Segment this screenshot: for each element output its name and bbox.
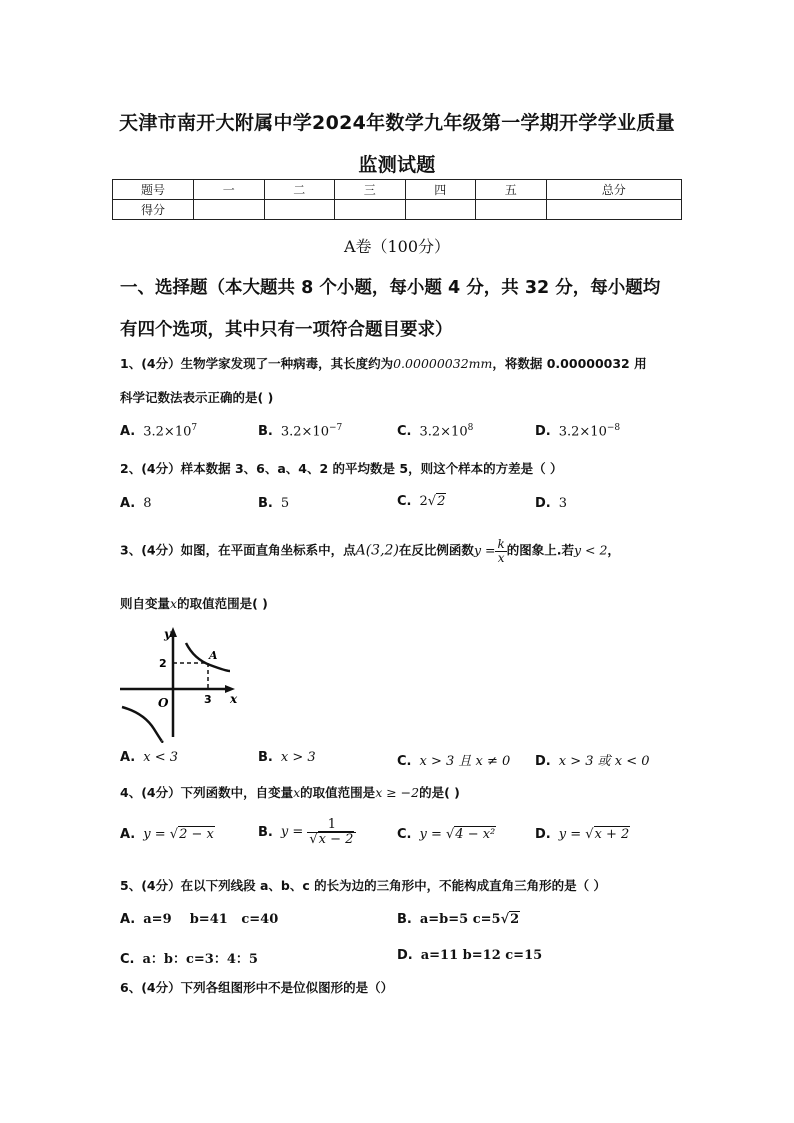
option-value: a=b=5 c=5: [419, 912, 501, 927]
score-cell-blank[interactable]: [264, 200, 335, 220]
label-a: A: [209, 649, 218, 662]
option-exponent: −7: [328, 423, 343, 433]
question-5: 5、(4分）在以下列线段 a、b、c 的长为边的三角形中，不能构成直角三角形的是（ ）: [120, 878, 606, 893]
q4-text-b: 的取值范围是: [300, 785, 376, 800]
document-title-line2: 监测试题: [358, 154, 436, 176]
score-cell-blank[interactable]: [546, 200, 682, 220]
q5-option-d[interactable]: [397, 948, 542, 963]
option-label: A.: [120, 496, 136, 511]
option-label: A.: [120, 750, 136, 765]
q3-point: A(3,2): [355, 542, 399, 559]
option-label: B.: [258, 496, 273, 511]
q3-text-d: ，: [607, 542, 620, 558]
option-radicand: x − 2: [318, 831, 354, 847]
q4-variable: x: [293, 785, 301, 800]
score-table-header-row: [113, 180, 682, 200]
score-cell-header: 四: [405, 180, 476, 200]
option-radicand: 2: [437, 494, 446, 509]
option-exponent: 7: [191, 423, 198, 433]
q5-option-b[interactable]: [397, 912, 520, 927]
option-label: C.: [397, 827, 412, 842]
option-value: a：b：c=3：4：5: [142, 952, 258, 967]
q3-text-b: 在反比例函数: [398, 542, 474, 558]
part1-heading-line2: 有四个选项，其中只有一项符合题目要求）: [120, 320, 453, 340]
option-value: 3.2×10: [280, 424, 329, 440]
option-lhs: y =: [143, 827, 166, 842]
q2-option-a[interactable]: [120, 496, 152, 511]
option-label: C.: [397, 754, 412, 769]
sqrt-symbol: √x − 2: [309, 831, 354, 847]
score-cell-header: 总分: [546, 180, 682, 200]
question-6: 6、(4分）下列各组图形中不是位似图形的是（）: [120, 980, 394, 995]
question-1-line1: [120, 354, 647, 372]
q1-option-b[interactable]: [258, 423, 342, 439]
option-exponent: 8: [467, 423, 474, 433]
option-radicand: 2 − x: [179, 827, 214, 842]
option-value: x > 3 或 x < 0: [558, 754, 650, 769]
option-value: x > 3 且 x ≠ 0: [419, 754, 511, 769]
q2-option-c[interactable]: [397, 494, 446, 509]
q3-text-a: 3、(4分）如图，在平面直角坐标系中，点: [120, 542, 356, 558]
score-table-score-row: [113, 200, 682, 220]
q4-option-d[interactable]: [535, 827, 630, 842]
label-x: x: [230, 692, 238, 706]
score-cell-header: 五: [476, 180, 547, 200]
score-cell-header: 题号: [113, 180, 194, 200]
fraction-denominator: x: [497, 550, 505, 565]
option-label: B.: [258, 424, 273, 440]
fraction-denominator: [307, 833, 356, 847]
option-label: D.: [535, 754, 551, 769]
option-label: A.: [120, 424, 136, 440]
sqrt-symbol: √2 − x: [169, 827, 214, 842]
q3-graph: [118, 625, 240, 743]
option-value: x < 3: [143, 750, 179, 765]
option-lhs: y =: [558, 827, 582, 842]
fraction-numerator: 1: [307, 818, 356, 833]
option-label: B.: [258, 750, 273, 765]
score-cell-header: 三: [335, 180, 406, 200]
q1-text-a: 1、(4分）生物学家发现了一种病毒，其长度约为: [120, 356, 394, 371]
option-radicand: 2: [510, 912, 520, 927]
option-value: 3: [558, 496, 568, 511]
score-cell-blank[interactable]: [476, 200, 547, 220]
q2-option-b[interactable]: [258, 496, 289, 511]
q3-option-c[interactable]: [397, 750, 510, 769]
q1-option-a[interactable]: [120, 423, 197, 439]
option-label: C.: [397, 424, 412, 440]
question-2: 2、(4分）样本数据 3、6、a、4、2 的平均数是 5，则这个样本的方差是（ ）: [120, 461, 563, 476]
label-origin: O: [158, 696, 169, 710]
sqrt-symbol: √4 − x²: [446, 827, 496, 842]
option-value: 8: [143, 496, 152, 511]
sqrt-symbol: √2: [427, 494, 446, 509]
question-1-line2: 科学记数法表示正确的是( ): [120, 390, 274, 405]
document-title-line1: 天津市南开大附属中学2024年数学九年级第一学期开学学业质量: [119, 112, 675, 134]
label-y: y: [164, 627, 171, 641]
option-value: 5: [280, 496, 290, 511]
q3-option-b[interactable]: [258, 750, 316, 765]
part1-heading-line1: 一、选择题（本大题共 8 个小题，每小题 4 分，共 32 分，每小题均: [120, 278, 661, 298]
option-value: a=9 b=41 c=40: [143, 912, 279, 927]
q4-option-b[interactable]: [258, 818, 356, 846]
q4-text-c: 的是( ): [419, 785, 460, 800]
score-cell-blank[interactable]: [335, 200, 406, 220]
hyperbola-branch-3: [122, 707, 162, 742]
score-cell-header: 一: [194, 180, 265, 200]
option-lhs: y =: [280, 824, 304, 840]
q4-option-c[interactable]: [397, 827, 496, 842]
q3-func-lhs: y =: [473, 542, 496, 558]
q4-condition: x ≥ −2: [375, 785, 420, 800]
option-exponent: −8: [606, 423, 621, 433]
option-label: D.: [397, 948, 413, 963]
score-cell-header: 二: [264, 180, 335, 200]
section-a-heading: A卷（100分）: [343, 237, 451, 256]
q5-option-a[interactable]: [120, 912, 278, 927]
option-label: C.: [397, 494, 412, 509]
option-label: A.: [120, 827, 136, 842]
q3-condition: y < 2: [573, 542, 608, 558]
q3-text-c: 的图象上.若: [506, 542, 574, 558]
option-value: x > 3: [280, 750, 316, 765]
score-cell-blank[interactable]: [194, 200, 265, 220]
q3-text-e: 则自变量: [120, 596, 171, 611]
option-value: 3.2×10: [558, 424, 607, 440]
option-label: B.: [258, 824, 273, 840]
q1-math-length: 0.00000032mm: [393, 356, 493, 371]
score-table: [112, 179, 682, 220]
option-radicand: x + 2: [594, 827, 630, 842]
option-label: D.: [535, 424, 551, 440]
q3-option-d[interactable]: [535, 750, 650, 769]
question-3-line2: [120, 594, 268, 612]
option-label: D.: [535, 496, 551, 511]
question-4: [120, 783, 460, 801]
sqrt-symbol: √2: [500, 912, 520, 927]
q3-text-f: 的取值范围是( ): [177, 596, 268, 611]
option-radicand: 4 − x²: [455, 827, 496, 842]
q4-text-a: 4、(4分）下列函数中，自变量: [120, 785, 294, 800]
score-cell-label: 得分: [113, 200, 194, 220]
option-value: a=11 b=12 c=15: [420, 948, 543, 963]
option-coef: 2: [419, 494, 428, 509]
q3-variable: x: [170, 596, 178, 611]
q1-text-b: ，将数据 0.00000032 用: [492, 356, 647, 371]
option-value: 3.2×10: [143, 424, 192, 440]
q4-option-a[interactable]: [120, 827, 215, 842]
option-label: C.: [120, 952, 135, 967]
q4-b-fraction: [307, 818, 356, 846]
q1-option-c[interactable]: [397, 423, 473, 439]
sqrt-symbol: √x + 2: [585, 827, 630, 842]
score-cell-blank[interactable]: [405, 200, 476, 220]
option-value: 3.2×10: [419, 424, 468, 440]
option-label: D.: [535, 827, 551, 842]
label-3: 3: [204, 693, 212, 706]
label-2: 2: [159, 657, 167, 670]
q1-option-d[interactable]: [535, 423, 620, 439]
fraction-numerator: k: [497, 537, 505, 551]
q3-option-a[interactable]: [120, 750, 178, 765]
question-3-line1: [120, 538, 620, 564]
option-label: B.: [397, 912, 412, 927]
option-label: A.: [120, 912, 136, 927]
q3-fraction: [495, 538, 506, 564]
q5-option-c[interactable]: [120, 948, 258, 967]
q2-option-d[interactable]: [535, 496, 567, 511]
option-lhs: y =: [419, 827, 442, 842]
